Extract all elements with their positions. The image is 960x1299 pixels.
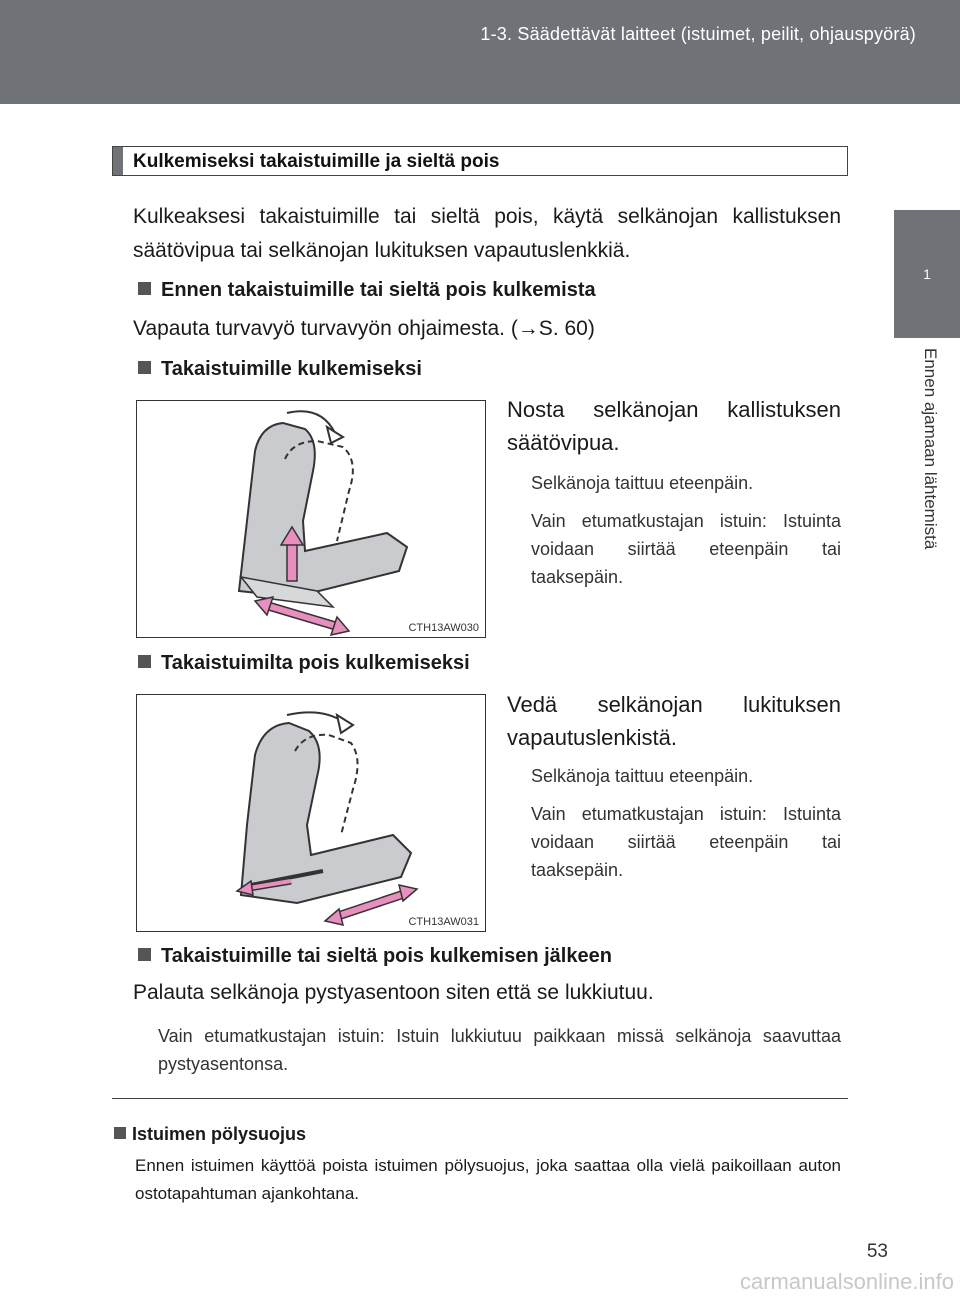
section-title-bar <box>113 147 123 175</box>
info-title: Istuimen pölysuojus <box>132 1124 307 1144</box>
page-number: 53 <box>866 1241 888 1262</box>
section-title: Kulkemiseksi takaistuimille ja sieltä pois <box>133 151 500 172</box>
subsection-heading-1 <box>138 279 596 302</box>
info-heading <box>114 1124 306 1145</box>
subsection-text-2: Nosta selkänojan kallistuksen säätövipua. <box>507 397 841 455</box>
square-bullet-icon <box>138 948 151 961</box>
seat-lever-illustration <box>137 401 485 637</box>
note-2: Vain etumatkustajan istuin: Istuinta voidaan siirtää eteenpäin tai taaksepäin. <box>531 511 841 587</box>
note-1: Selkänoja taittuu eteenpäin. <box>531 473 754 493</box>
figure-code: CTH13AW030 <box>408 622 479 634</box>
subsection-title: Takaistuimilta pois kulkemiseksi <box>161 652 470 674</box>
subsection-text-4: Palauta selkänoja pystyasentoon siten että se lukkiutuu. <box>133 981 654 1004</box>
note-5: Vain etumatkustajan istuin: Istuin lukkiutuu paikkaan missä selkänoja saavuttaa pystyasentonsa. <box>158 1026 841 1074</box>
note-4: Vain etumatkustajan istuin: Istuinta voidaan siirtää eteenpäin tai taaksepäin. <box>531 804 841 880</box>
subsection-heading-3 <box>138 652 470 675</box>
divider <box>112 1098 848 1099</box>
figure-seat-lever <box>136 400 486 638</box>
chapter-tab[interactable]: 1 <box>894 210 960 338</box>
subsection-text-1: Vapauta turvavyö turvavyön ohjaimesta. (→S. 60) <box>133 317 595 340</box>
watermark: carmanualsonline.info <box>739 1269 954 1294</box>
intro-paragraph: Kulkeaksesi takaistuimille tai sieltä pois, käytä selkänojan kallistuksen säätövipua tai selkänojan lukituksen vapautuslenkkiä. <box>133 205 841 262</box>
section-title-box <box>112 146 848 176</box>
seat-release-illustration <box>137 695 485 931</box>
header-band <box>0 0 960 104</box>
figure-code: CTH13AW031 <box>408 916 479 928</box>
subsection-heading-2 <box>138 358 422 381</box>
square-bullet-icon <box>138 282 151 295</box>
square-bullet-icon <box>138 655 151 668</box>
subsection-title: Takaistuimille kulkemiseksi <box>161 358 422 380</box>
figure-seat-release-strap <box>136 694 486 932</box>
square-bullet-icon <box>138 361 151 374</box>
side-tab-spacer <box>894 104 960 210</box>
subsection-text-3: Vedä selkänojan lukituksen vapautuslenkistä. <box>507 692 841 750</box>
square-bullet-icon <box>114 1127 126 1139</box>
subsection-title: Takaistuimille tai sieltä pois kulkemisen jälkeen <box>161 945 612 967</box>
note-3: Selkänoja taittuu eteenpäin. <box>531 766 754 786</box>
subsection-title: Ennen takaistuimille tai sieltä pois kulkemista <box>161 279 596 301</box>
breadcrumb: 1-3. Säädettävät laitteet (istuimet, peilit, ohjauspyörä) <box>480 24 916 44</box>
subsection-heading-4 <box>138 945 612 968</box>
chapter-label: Ennen ajamaan lähtemistä <box>921 348 940 550</box>
info-text: Ennen istuimen käyttöä poista istuimen pölysuojus, joka saattaa olla vielä paikoillaan auton ostotapahtuman ajankohtana. <box>135 1156 841 1203</box>
